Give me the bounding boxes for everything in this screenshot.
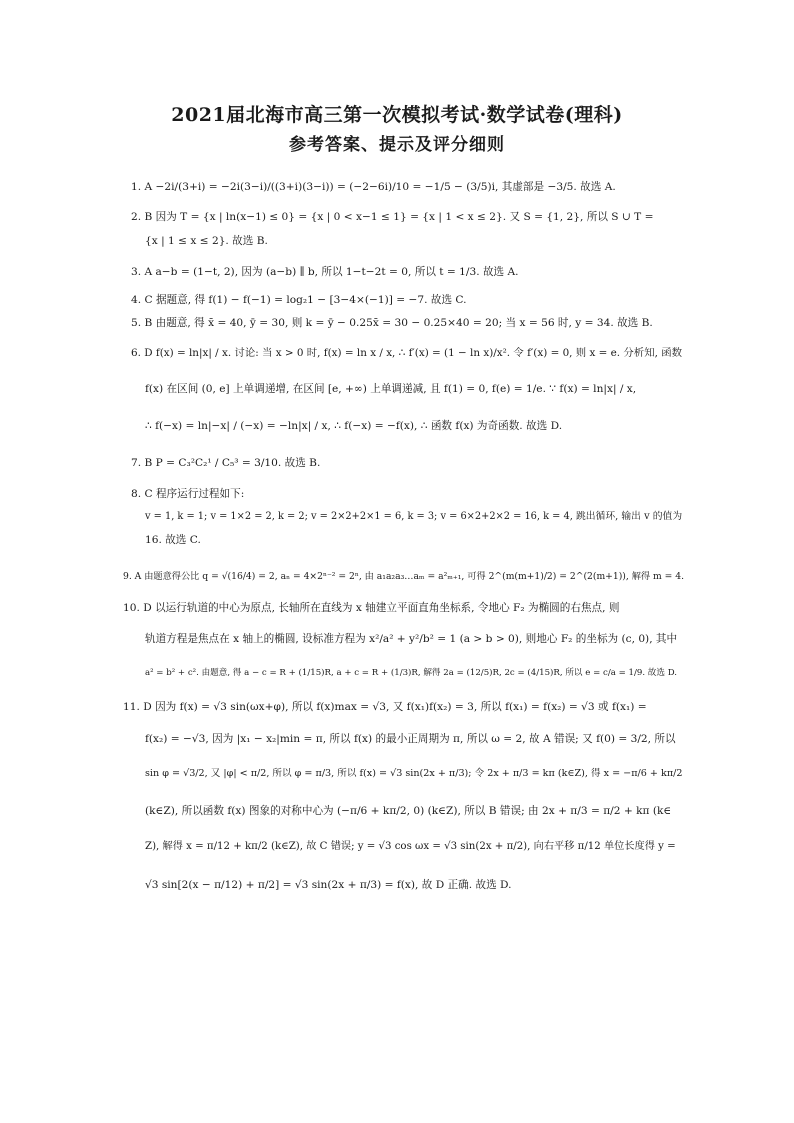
answer-line: 5. B 由题意, 得 x̄ = 40, ȳ = 30, 则 k = ȳ − 0.25x̄ = 30 − 0.25×40 = 20; 当 x = 56 时, y = 34. 故选 B. — [131, 317, 653, 329]
answer-line: 16. 故选 C. — [145, 534, 201, 546]
answer-line: 轨道方程是焦点在 x 轴上的椭圆, 设标准方程为 x²/a² + y²/b² = 1 (a > b > 0), 则地心 F₂ 的坐标为 (c, 0), 其中 — [145, 633, 678, 645]
answer-line: 2. B 因为 T = {x | ln(x−1) ≤ 0} = {x | 0 < x−1 ≤ 1} = {x | 1 < x ≤ 2}. 又 S = {1, 2}, 所以 S ∪ T = — [131, 211, 654, 223]
answer-line: {x | 1 ≤ x ≤ 2}. 故选 B. — [145, 235, 268, 247]
answer-line: 3. A a−b = (1−t, 2), 因为 (a−b) ∥ b, 所以 1−t−2t = 0, 所以 t = 1/3. 故选 A. — [131, 266, 519, 278]
answer-line: 7. B P = C₃²C₂¹ / C₅³ = 3/10. 故选 B. — [131, 457, 321, 469]
answer-line: f(x) 在区间 (0, e] 上单调递增, 在区间 [e, +∞) 上单调递减, 且 f(1) = 0, f(e) = 1/e. ∵ f(x) = ln|x| / x, — [145, 383, 637, 395]
answer-line: 9. A 由题意得公比 q = √(16/4) = 2, aₙ = 4×2ⁿ⁻² = 2ⁿ, 由 a₁a₂a₃…aₘ = a²ₘ₊₁, 可得 2^(m(m+1)/2) = 2^(2(m+1)), 解得 m = 4. — [123, 571, 685, 582]
answer-line: 10. D 以运行轨道的中心为原点, 长轴所在直线为 x 轴建立平面直角坐标系, 令地心 F₂ 为椭圆的右焦点, 则 — [123, 602, 620, 614]
answer-line: 1. A −2i/(3+i) = −2i(3−i)/((3+i)(3−i)) = (−2−6i)/10 = −1/5 − (3/5)i, 其虚部是 −3/5. 故选 A. — [131, 181, 616, 193]
answer-line: sin φ = √3/2, 又 |φ| < π/2, 所以 φ = π/3, 所以 f(x) = √3 sin(2x + π/3); 令 2x + π/3 = kπ (k∈Z), 得 x = −π/6 + kπ/2 — [145, 768, 683, 779]
page-subtitle: 参考答案、提示及评分细则 — [289, 135, 505, 155]
answer-line: a² = b² + c². 由题意, 得 a − c = R + (1/15)R, a + c = R + (1/3)R, 解得 2a = (12/5)R, 2c = (4/15)R, 所以 e = c/a = 1/9. 故选 D. — [145, 668, 678, 678]
answer-line: (k∈Z), 所以函数 f(x) 图象的对称中心为 (−π/6 + kπ/2, 0) (k∈Z), 所以 B 错误; 由 2x + π/3 = π/2 + kπ (k∈ — [145, 805, 672, 817]
page-title: 2021届北海市高三第一次模拟考试·数学试卷(理科) — [171, 104, 623, 126]
answer-line: v = 1, k = 1; v = 1×2 = 2, k = 2; v = 2×2+2×1 = 6, k = 3; v = 6×2+2×2 = 16, k = 4, 跳出循环, 输出 v 的值为 — [145, 511, 683, 522]
answer-line: 8. C 程序运行过程如下: — [131, 488, 245, 500]
answer-line: 4. C 据题意, 得 f(1) − f(−1) = log₂1 − [3−4×(−1)] = −7. 故选 C. — [131, 294, 467, 306]
answer-line: f(x₂) = −√3, 因为 |x₁ − x₂|min = π, 所以 f(x) 的最小正周期为 π, 所以 ω = 2, 故 A 错误; 又 f(0) = 3/2, 所以 — [145, 733, 676, 745]
answer-line: 6. D f(x) = ln|x| / x. 讨论: 当 x > 0 时, f(x) = ln x / x, ∴ f′(x) = (1 − ln x)/x². 令 f′(x) = 0, 则 x = e. 分析知, 函数 — [131, 347, 682, 359]
answer-line: √3 sin[2(x − π/12) + π/2] = √3 sin(2x + π/3) = f(x), 故 D 正确. 故选 D. — [145, 879, 512, 891]
answer-line: Z), 解得 x = π/12 + kπ/2 (k∈Z), 故 C 错误; y = √3 cos ωx = √3 sin(2x + π/2), 向右平移 π/12 单位长度得 y = — [145, 841, 676, 852]
answer-line: ∴ f(−x) = ln|−x| / (−x) = −ln|x| / x, ∴ f(−x) = −f(x), ∴ 函数 f(x) 为奇函数. 故选 D. — [145, 420, 563, 432]
answer-line: 11. D 因为 f(x) = √3 sin(ωx+φ), 所以 f(x)max = √3, 又 f(x₁)f(x₂) = 3, 所以 f(x₁) = f(x₂) = √3 或 f(x₁) = — [123, 701, 647, 713]
